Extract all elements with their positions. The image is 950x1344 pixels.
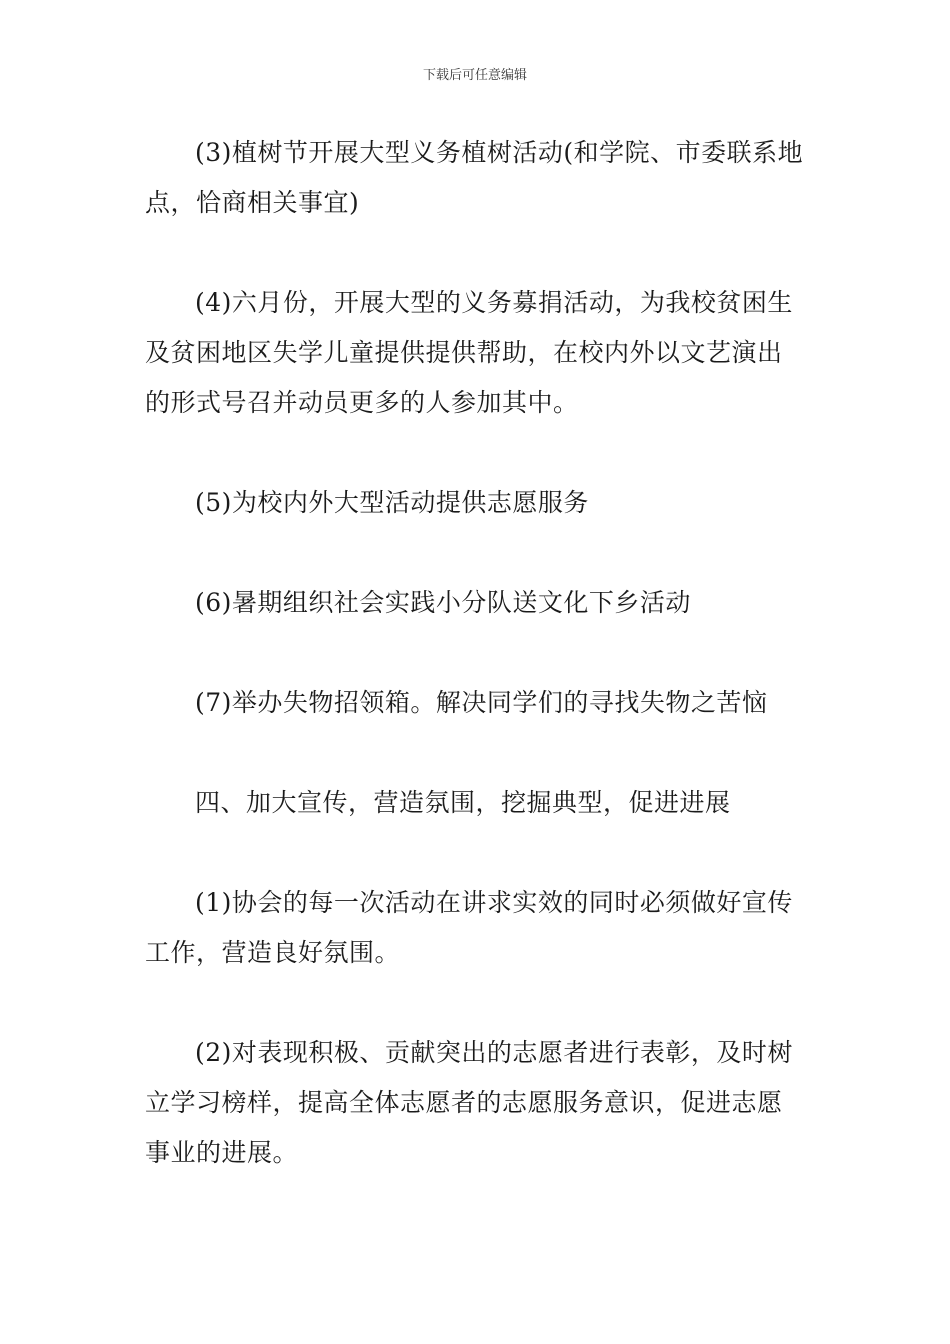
section-heading-4: 四、加大宣传，营造氛围，挖掘典型，促进进展 [195,788,731,817]
page-header-note: 下载后可任意编辑 [422,68,527,83]
paragraph-item-7: (7)举办失物招领箱。解决同学们的寻找失物之苦恼 [195,688,768,717]
paragraph-item-3: (3)植树节开展大型义务植树活动(和学院、市委联系地点，恰商相关事宜) [145,138,804,217]
paragraph-item-1: (1)协会的每一次活动在讲求实效的同时必须做好宣传工作，营造良好氛围。 [145,888,793,967]
paragraph-item-2: (2)对表现积极、贡献突出的志愿者进行表彰，及时树立学习榜样，提高全体志愿者的志愿服务意识，促进志愿事业的进展。 [145,1038,793,1167]
document-body [145,128,807,1178]
paragraph-item-5: (5)为校内外大型活动提供志愿服务 [195,488,589,517]
paragraph-item-6: (6)暑期组织社会实践小分队送文化下乡活动 [195,588,691,617]
paragraph-item-4: (4)六月份，开展大型的义务募捐活动，为我校贫困生及贫困地区失学儿童提供提供帮助，在校内外以文艺演出的形式号召并动员更多的人参加其中。 [145,288,793,417]
